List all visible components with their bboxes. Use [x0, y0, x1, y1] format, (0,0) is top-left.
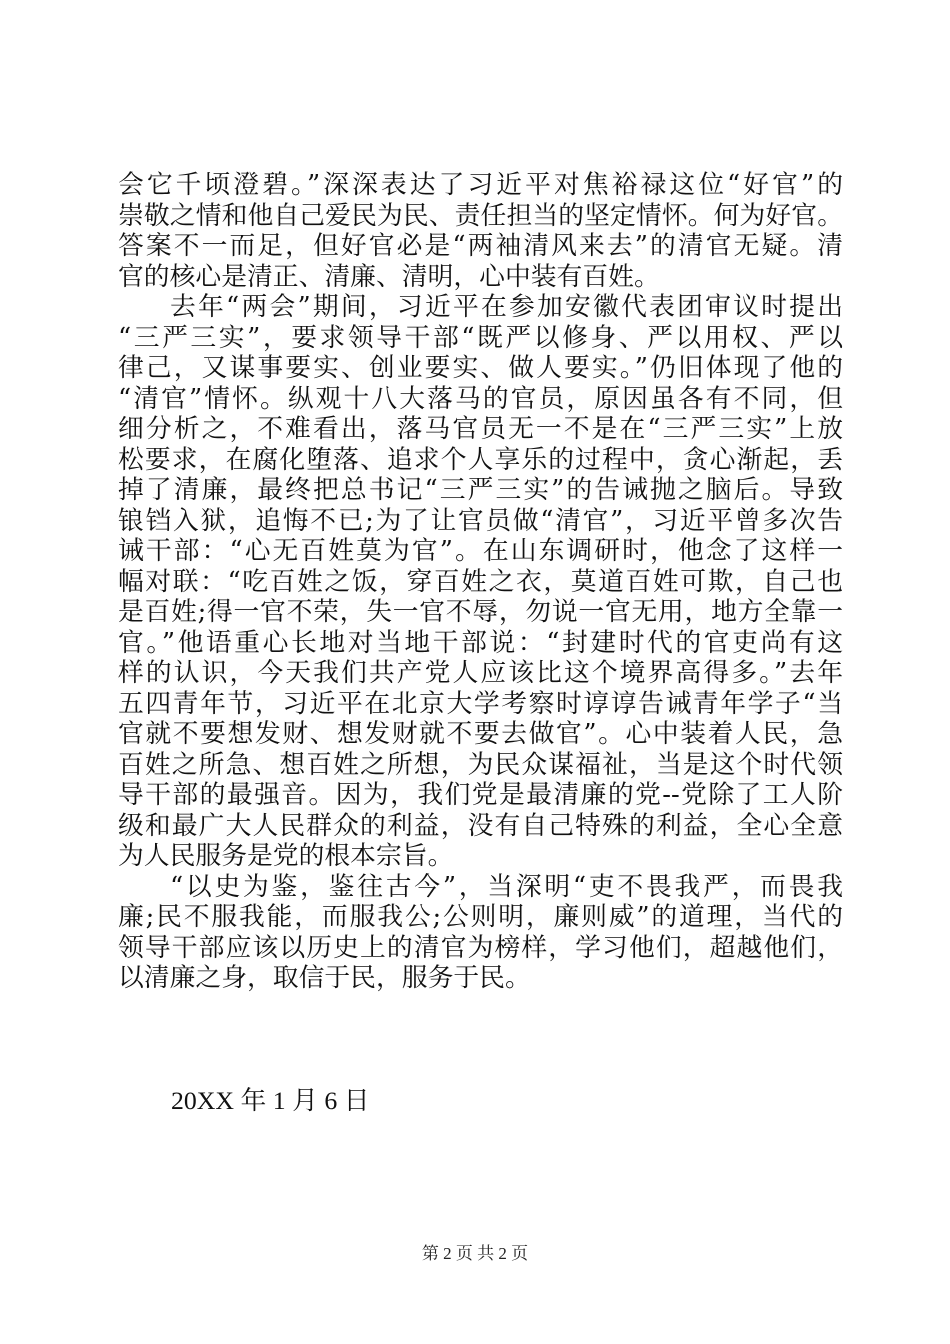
text-line: 样的认识，今天我们共产党人应该比这个境界高得多。”去年: [118, 658, 843, 688]
text-line: 锒铛入狱，追悔不已;为了让官员做“清官”，习近平曾多次告: [118, 505, 843, 536]
text-line: 百姓之所急、想百姓之所想，为民众谋福祉，当是这个时代领: [118, 749, 843, 780]
text-line: 掉了清廉，最终把总书记“三严三实”的告诫抛之脑后。导致: [118, 475, 843, 505]
text-line: 幅对联：“吃百姓之饭，穿百姓之衣，莫道百姓可欺，自己也: [118, 566, 843, 597]
text-line: 答案不一而足，但好官必是“两袖清风来去”的清官无疑。清: [118, 231, 843, 261]
text-line: 松要求，在腐化堕落、追求个人享乐的过程中，贪心渐起，丢: [118, 444, 843, 475]
text-line: 诫干部：“心无百姓莫为官”。在山东调研时，他念了这样一: [118, 536, 843, 566]
paragraph-2: [118, 292, 843, 872]
text-line: 五四青年节，习近平在北京大学考察时谆谆告诫青年学子“当: [118, 688, 843, 719]
text-line: 崇敬之情和他自己爱民为民、责任担当的坚定情怀。何为好官。: [118, 200, 843, 231]
text-line: 廉;民不服我能，而服我公;公则明，廉则威”的道理，当代的: [118, 902, 843, 932]
text-line: 律己，又谋事要实、创业要实、做人要实。”仍旧体现了他的: [118, 353, 843, 383]
text-line: 级和最广大人民群众的利益，没有自己特殊的利益，全心全意: [118, 810, 843, 841]
page-number-footer: 第 2 页 共 2 页: [421, 1244, 529, 1263]
text-line: 官。”他语重心长地对当地干部说：“封建时代的官吏尚有这: [118, 627, 843, 658]
text-line: 细分析之，不难看出，落马官员无一不是在“三严三实”上放: [118, 414, 843, 444]
text-line: 是百姓;得一官不荣，失一官不辱，勿说一官无用，地方全靠一: [118, 597, 843, 627]
text-line: 去年“两会”期间，习近平在参加安徽代表团审议时提出: [170, 292, 843, 322]
paragraph-3: [118, 872, 843, 994]
document-date: 20XX 年 1 月 6 日: [171, 1086, 370, 1115]
text-line: 以清廉之身，取信于民，服务于民。: [118, 963, 531, 993]
document-body: [118, 170, 843, 994]
text-line: “三严三实”，要求领导干部“既严以修身、严以用权、严以: [118, 322, 843, 353]
text-line: 会它千顷澄碧。”深深表达了习近平对焦裕禄这位“好官”的: [118, 170, 843, 200]
text-line: “清官”情怀。纵观十八大落马的官员，原因虽各有不同，但: [118, 383, 843, 414]
text-line: 官的核心是清正、清廉、清明，心中装有百姓。: [118, 261, 660, 292]
text-line: 领导干部应该以历史上的清官为榜样，学习他们，超越他们，: [118, 932, 843, 963]
text-line: “以史为鉴，鉴往古今”，当深明“吏不畏我严，而畏我: [170, 871, 843, 902]
paragraph-1: [118, 170, 843, 292]
text-line: 官就不要想发财、想发财就不要去做官”。心中装着人民，急: [118, 719, 843, 749]
text-line: 为人民服务是党的根本宗旨。: [118, 841, 454, 871]
text-line: 导干部的最强音。因为，我们党是最清廉的党--党除了工人阶: [118, 780, 843, 810]
